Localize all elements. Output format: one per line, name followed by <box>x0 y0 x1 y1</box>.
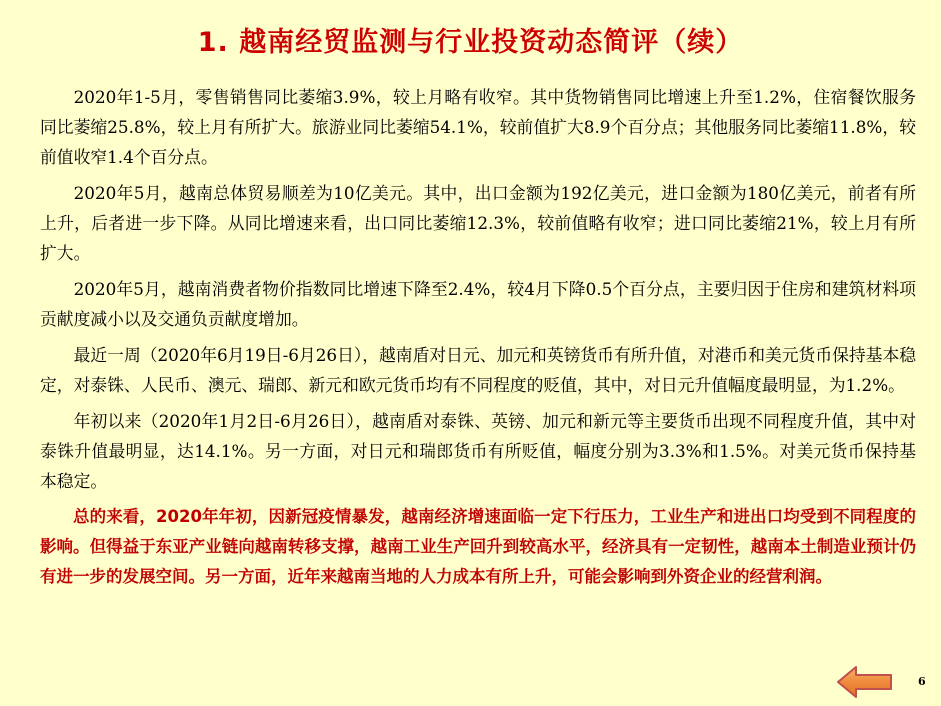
paragraph-cpi: 2020年5月，越南消费者物价指数同比增速下降至2.4%，较4月下降0.5个百分点，主要归因于住房和建筑材料项贡献度减小以及交通负贡献度增加。 <box>40 279 916 329</box>
content-body <box>40 82 916 598</box>
summary-paragraph: 总的来看，2020年年初，因新冠疫情暴发，越南经济增速面临一定下行压力，工业生产和进出口均受到不同程度的影响。但得益于东亚产业链向越南转移支撑，越南工业生产回升到较高水平，经济具有一定韧性，越南本土制造业预计仍有进一步的发展空间。另一方面，近年来越南当地的人力成本有所上升，可能会影响到外资企业的经营利润。 <box>40 507 916 586</box>
paragraph-retail-sales: 2020年1-5月，零售销售同比萎缩3.9%，较上月略有收窄。其中货物销售同比增速上升至1.2%，住宿餐饮服务同比萎缩25.8%，较上月有所扩大。旅游业同比萎缩54.1%，较前值扩大8.9个百分点；其他服务同比萎缩11.8%，较前值收窄1.4个百分点。 <box>40 87 916 167</box>
left-arrow-icon <box>836 665 894 699</box>
paragraph-weekly-fx: 最近一周（2020年6月19日-6月26日），越南盾对日元、加元和英镑货币有所升值，对港币和美元货币保持基本稳定，对泰铢、人民币、澳元、瑞郎、新元和欧元货币均有不同程度的贬值，其中，对日元升值幅度最明显，为1.2%。 <box>40 345 917 395</box>
slide-title: 1. 越南经贸监测与行业投资动态简评（续） <box>197 27 744 58</box>
paragraph-trade-balance: 2020年5月，越南总体贸易顺差为10亿美元。其中，出口金额为192亿美元，进口金额为180亿美元，前者有所上升，后者进一步下降。从同比增速来看，出口同比萎缩12.3%，较前值略有收窄；进口同比萎缩21%，较上月有所扩大。 <box>40 183 916 263</box>
page-number: 6 <box>918 675 926 688</box>
paragraph-ytd-fx: 年初以来（2020年1月2日-6月26日），越南盾对泰铢、英镑、加元和新元等主要货币出现不同程度升值，其中对泰铢升值最明显，达14.1%。另一方面，对日元和瑞郎货币有所贬值，幅度分别为3.3%和1.5%。对美元货币保持基本稳定。 <box>40 411 916 491</box>
back-arrow-button[interactable] <box>836 665 894 699</box>
